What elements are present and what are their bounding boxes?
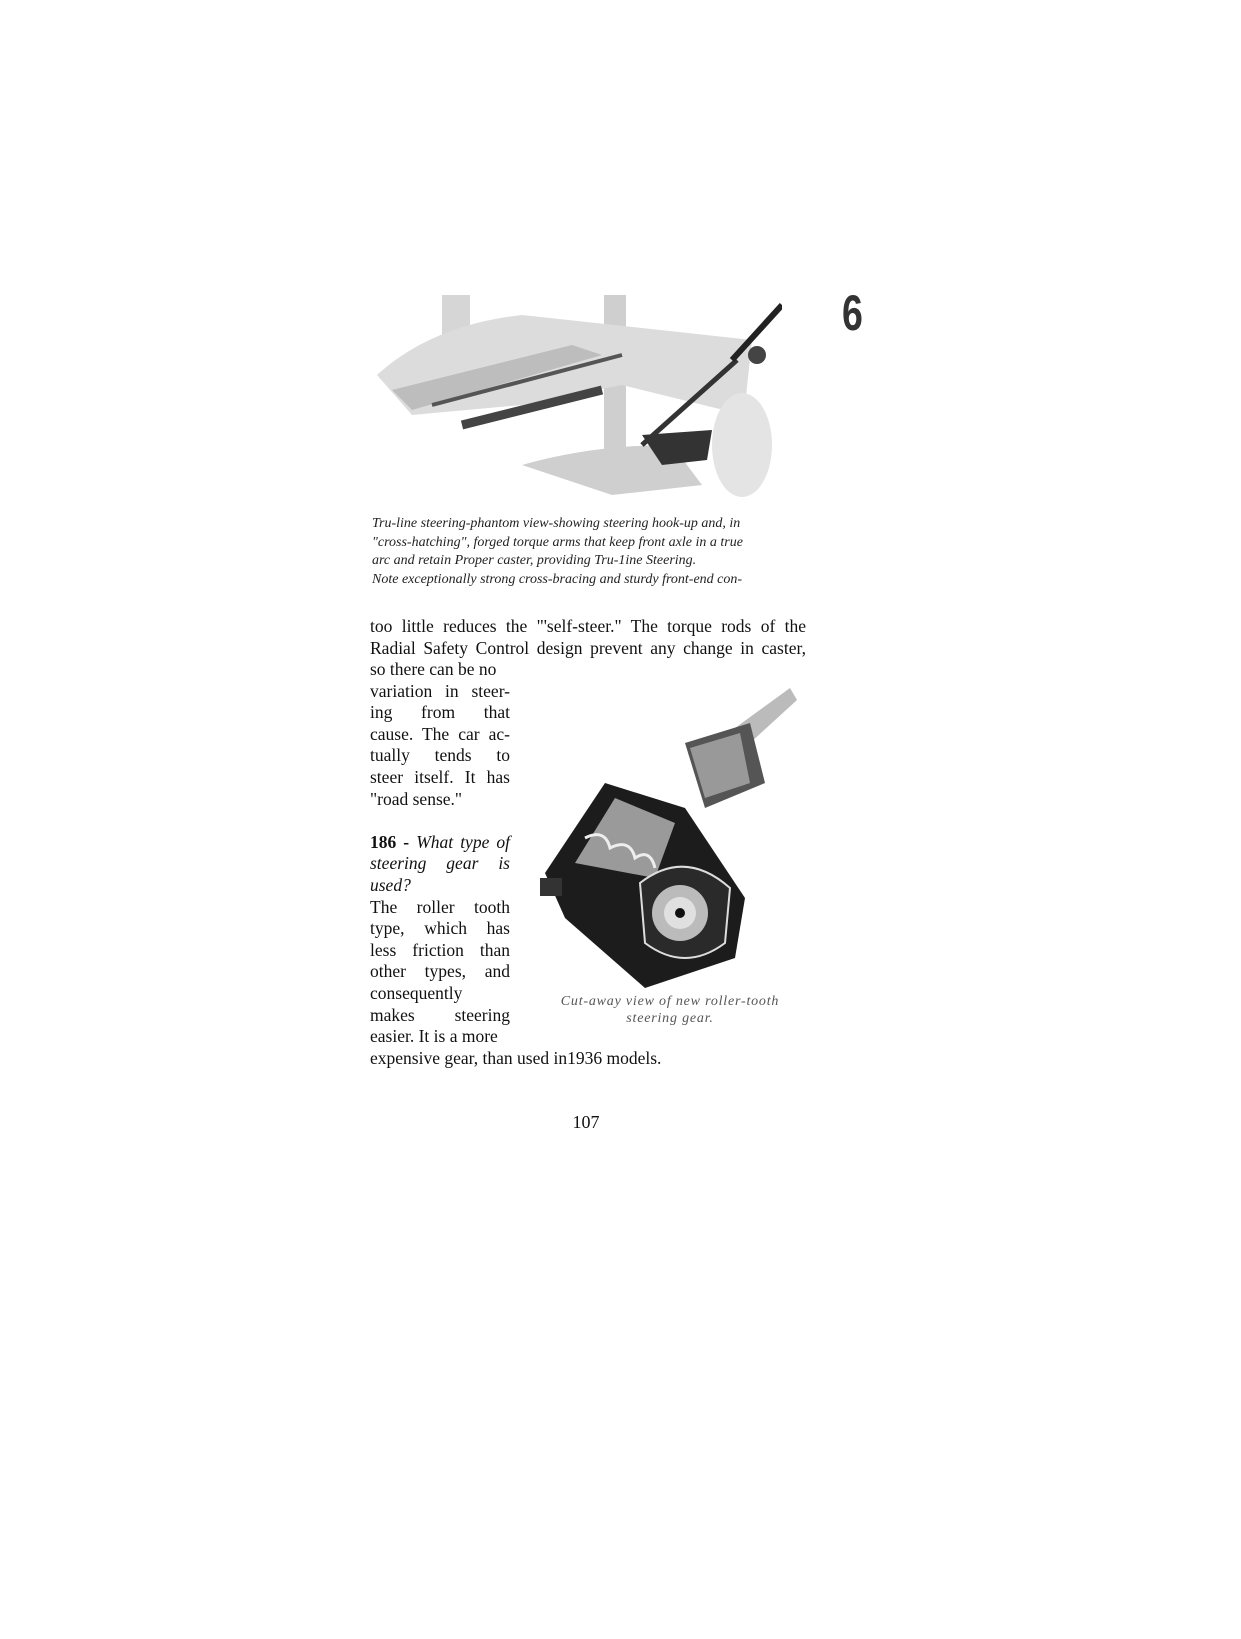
caption-line: "cross-hatching", forged torque arms that keep front axle in a true [372,534,743,550]
caption-line: Tru-line steering-phantom view-showing steering hook-up and, in [372,516,741,531]
text-line: tually tends to [370,745,510,766]
figure1-caption [372,515,792,589]
question-line: steering gear is [370,853,510,874]
answer-line: makes steering [370,1004,510,1025]
steering-hookup-photo [372,295,782,500]
text-line: cause. The car ac- [370,723,510,744]
text-line: expensive gear, than used in1936 models. [370,1048,662,1068]
caption-line: Cut-away view of new roller-tooth [560,994,780,1009]
figure2-caption [535,993,805,1027]
question-number: 186 - [370,831,410,852]
page-number: 107 [572,1112,600,1132]
answer-line: consequently [370,982,463,1003]
answer-line: The roller tooth [370,896,510,917]
text-line: ing from that [370,702,510,723]
caption-line: steering gear. [626,1011,714,1026]
steering-gear-cutaway-photo [535,688,797,990]
answer-line: easier. It is a more [370,1026,498,1047]
question-line [370,832,510,854]
text-line: Radial Safety Control design prevent any change in caster, [370,637,806,658]
lead-paragraph [370,616,806,659]
question-line: used? [370,874,411,895]
caption-line: arc and retain Proper caster, providing Tru-1ine Steering. [372,553,697,568]
answer-line: other types, and [370,961,510,982]
text-line: too little reduces the "'self-steer." The torque rods of the [370,616,806,636]
text-column [370,659,510,1048]
answer-line: type, which has [370,918,510,939]
answer-line: less friction than [370,939,510,960]
text-line: "road sense." [370,788,463,809]
caption-line: Note exceptionally strong cross-bracing and sturdy front-end con- [372,571,743,587]
text-line: steer itself. It has [370,766,510,787]
text-line: so there can be no [370,659,497,679]
question-text: What type of [416,831,511,852]
chapter-marker: 6 [842,285,863,341]
text-line: variation in steer- [370,680,510,701]
